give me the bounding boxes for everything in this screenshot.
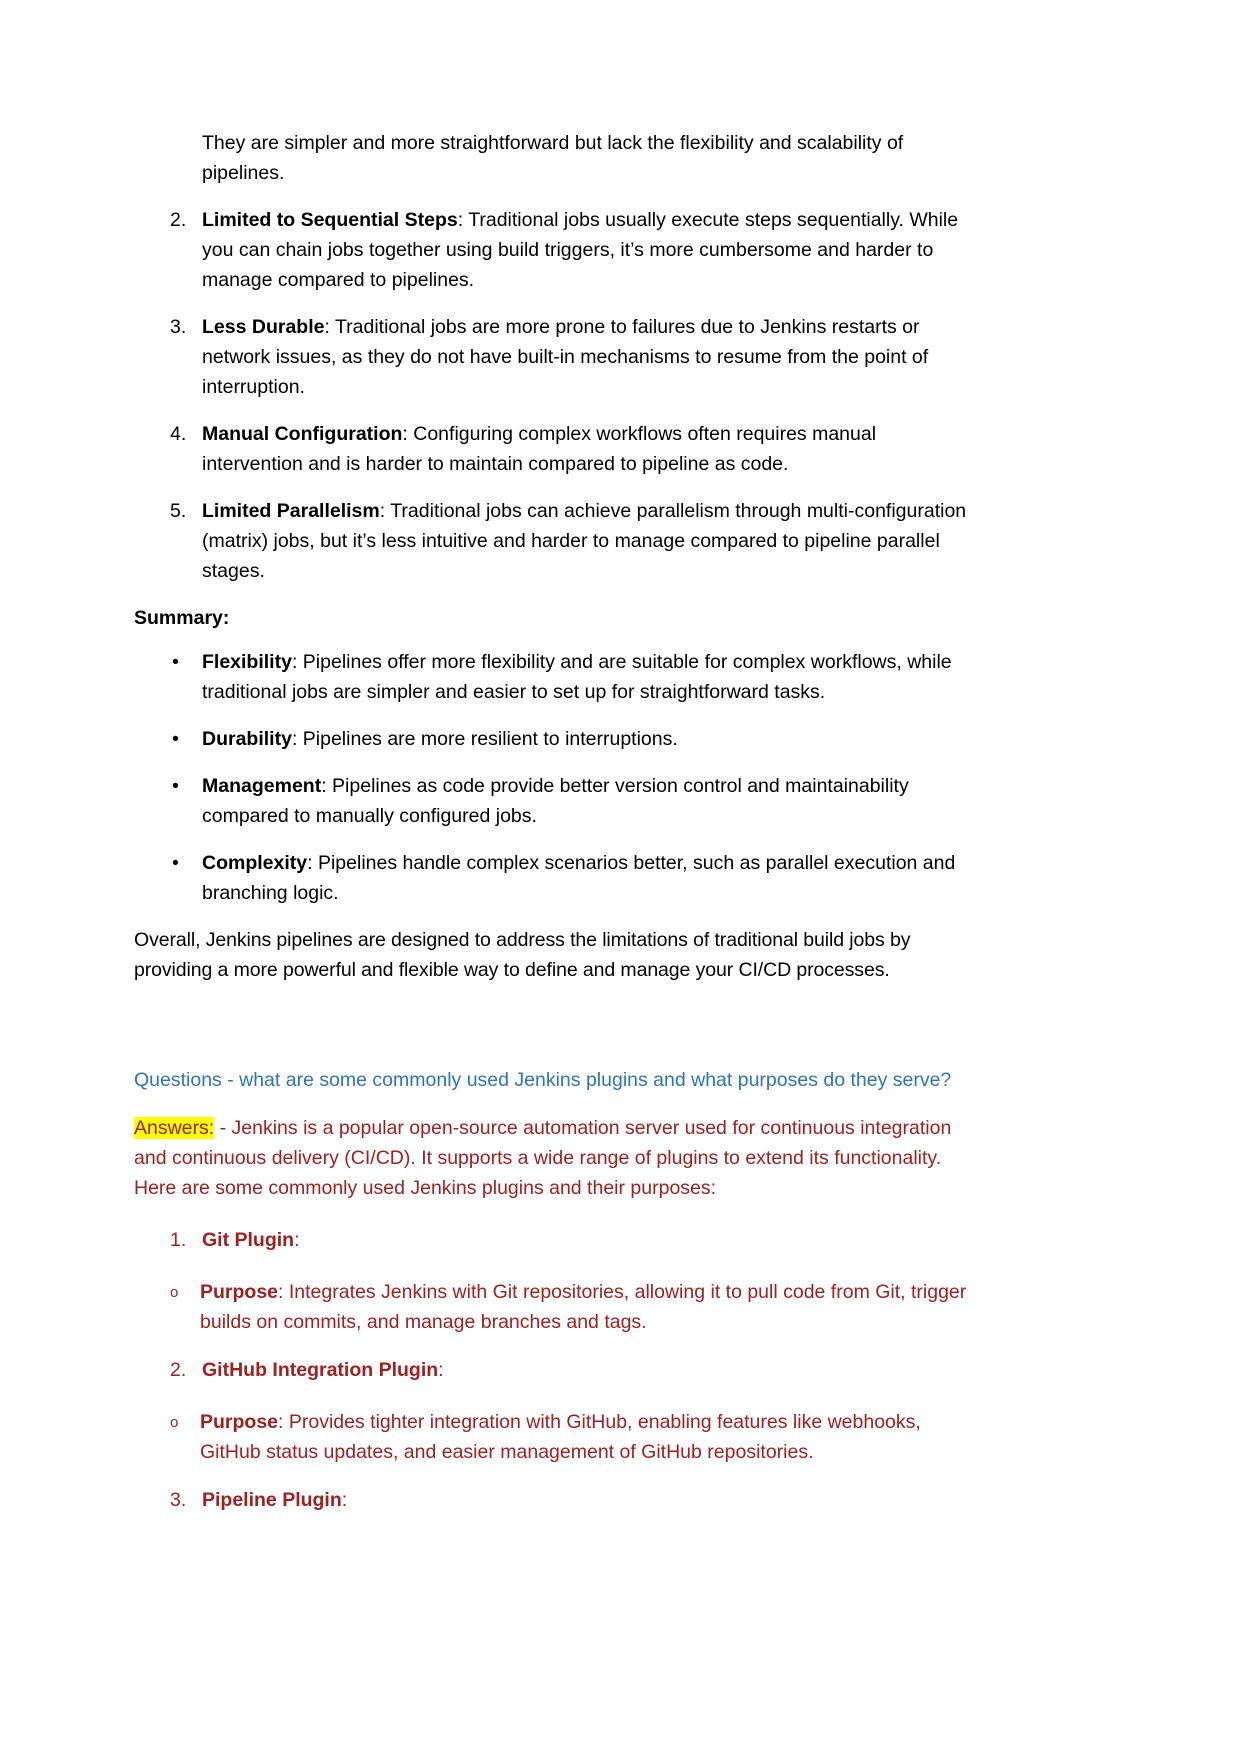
list-item — [134, 205, 974, 295]
list-item-separator: : — [307, 852, 318, 874]
plugin-colon: : — [438, 1359, 444, 1381]
answer-body: - Jenkins is a popular open-source automation server used for continuous integration and continuous delivery (CI/CD). It supports a wide range of plugins to extend its functionality. Here are some commonly used Jenkins plugins and their purposes: — [134, 1117, 952, 1199]
list-item-text: Pipelines as code provide better version control and maintainability compared to manually configured jobs. — [202, 775, 909, 827]
list-marker: 2. — [170, 1359, 187, 1381]
list-item — [134, 647, 974, 707]
list-item — [134, 848, 974, 908]
limitations-numbered-list — [134, 205, 974, 586]
plugin-name: Pipeline Plugin — [202, 1489, 342, 1511]
bullet-marker: • — [172, 852, 179, 874]
list-item-text: Pipelines are more resilient to interruptions. — [302, 728, 678, 750]
list-marker: 5. — [170, 500, 187, 522]
list-item-text: Traditional jobs are more prone to failures due to Jenkins restarts or network issues, as they do not have built-in mechanisms to resume from the point of interruption. — [202, 316, 929, 398]
list-marker: 3. — [170, 1489, 187, 1511]
list-marker: 4. — [170, 423, 187, 445]
purpose-separator: : — [278, 1281, 289, 1303]
list-item-text: Traditional jobs can achieve parallelism through multi-configuration (matrix) jobs, but it’s less intuitive and harder to manage compared to pipeline parallel stages. — [202, 500, 967, 582]
bullet-marker: • — [172, 728, 179, 750]
plugin-purpose-item — [134, 1407, 974, 1467]
purpose-text: Integrates Jenkins with Git repositories, allowing it to pull code from Git, trigger builds on commits, and manage branches and tags. — [200, 1281, 967, 1333]
purpose-text: Provides tighter integration with GitHub, enabling features like webhooks, GitHub status updates, and easier management of GitHub repositories. — [200, 1411, 921, 1463]
question-heading: Questions - what are some commonly used Jenkins plugins and what purposes do they serve? — [134, 1069, 952, 1091]
list-marker: 1. — [170, 1229, 187, 1251]
list-item-text: Pipelines offer more flexibility and are suitable for complex workflows, while traditional jobs are simpler and easier to set up for straightforward tasks. — [202, 651, 952, 703]
list-item-text: Traditional jobs usually execute steps sequentially. While you can chain jobs together using build triggers, it’s more cumbersome and harder to manage compared to pipelines. — [202, 209, 959, 291]
list-item-text: Pipelines handle complex scenarios better, such as parallel execution and branching logic. — [202, 852, 956, 904]
list-item — [134, 496, 974, 586]
purpose-term: Purpose — [200, 1411, 279, 1433]
list-marker: 2. — [170, 209, 187, 231]
plugin-item — [134, 1355, 974, 1385]
section-spacer — [134, 1003, 974, 1065]
plugin-purpose-list — [134, 1407, 974, 1467]
list-item-separator: : — [324, 316, 335, 338]
bullet-marker: • — [172, 775, 179, 797]
list-item — [134, 771, 974, 831]
summary-heading: Summary: — [134, 607, 230, 629]
list-item — [134, 312, 974, 402]
purpose-separator: : — [278, 1411, 289, 1433]
answer-label-highlight: Answers: — [134, 1117, 215, 1139]
paragraph-continuation: They are simpler and more straightforward but lack the flexibility and scalability of pipelines. — [202, 132, 904, 184]
summary-bullet-list — [134, 647, 974, 908]
list-item-term: Flexibility — [202, 651, 292, 673]
list-item-separator: : — [402, 423, 414, 445]
document-body — [134, 128, 974, 1535]
closing-paragraph: Overall, Jenkins pipelines are designed to address the limitations of traditional build jobs by providing a more powerful and flexible way to define and manage your CI/CD processes. — [134, 929, 911, 981]
list-item-term: Complexity — [202, 852, 308, 874]
bullet-marker: • — [172, 651, 179, 673]
plugin-name: Git Plugin — [202, 1229, 295, 1251]
list-item-term: Durability — [202, 728, 292, 750]
plugin-name: GitHub Integration Plugin — [202, 1359, 439, 1381]
plugin-item — [134, 1485, 974, 1515]
list-item-separator: : — [291, 651, 303, 673]
plugins-list — [134, 1225, 974, 1515]
answer-paragraph — [134, 1113, 974, 1203]
plugin-colon: : — [341, 1489, 348, 1511]
plugin-colon: : — [294, 1229, 300, 1251]
list-item — [134, 419, 974, 479]
list-item-term: Manual Configuration — [202, 423, 403, 445]
list-item-text: Configuring complex workflows often requires manual intervention and is harder to maintain compared to pipeline as code. — [202, 423, 877, 475]
list-item-term: Limited Parallelism — [202, 500, 380, 522]
list-item-separator: : — [321, 775, 333, 797]
purpose-term: Purpose — [200, 1281, 279, 1303]
plugin-purpose-list — [134, 1277, 974, 1337]
list-item — [134, 724, 974, 754]
list-item-term: Less Durable — [202, 316, 325, 338]
list-item-term: Limited to Sequential Steps — [202, 209, 458, 231]
sub-bullet-marker: o — [170, 1414, 179, 1431]
sub-bullet-marker: o — [170, 1284, 179, 1301]
list-marker: 3. — [170, 316, 187, 338]
list-item-term: Management — [202, 775, 322, 797]
list-item-separator: : — [457, 209, 469, 231]
plugin-purpose-item — [134, 1277, 974, 1337]
plugin-item — [134, 1225, 974, 1255]
list-item-separator: : — [291, 728, 303, 750]
list-item-separator: : — [379, 500, 391, 522]
